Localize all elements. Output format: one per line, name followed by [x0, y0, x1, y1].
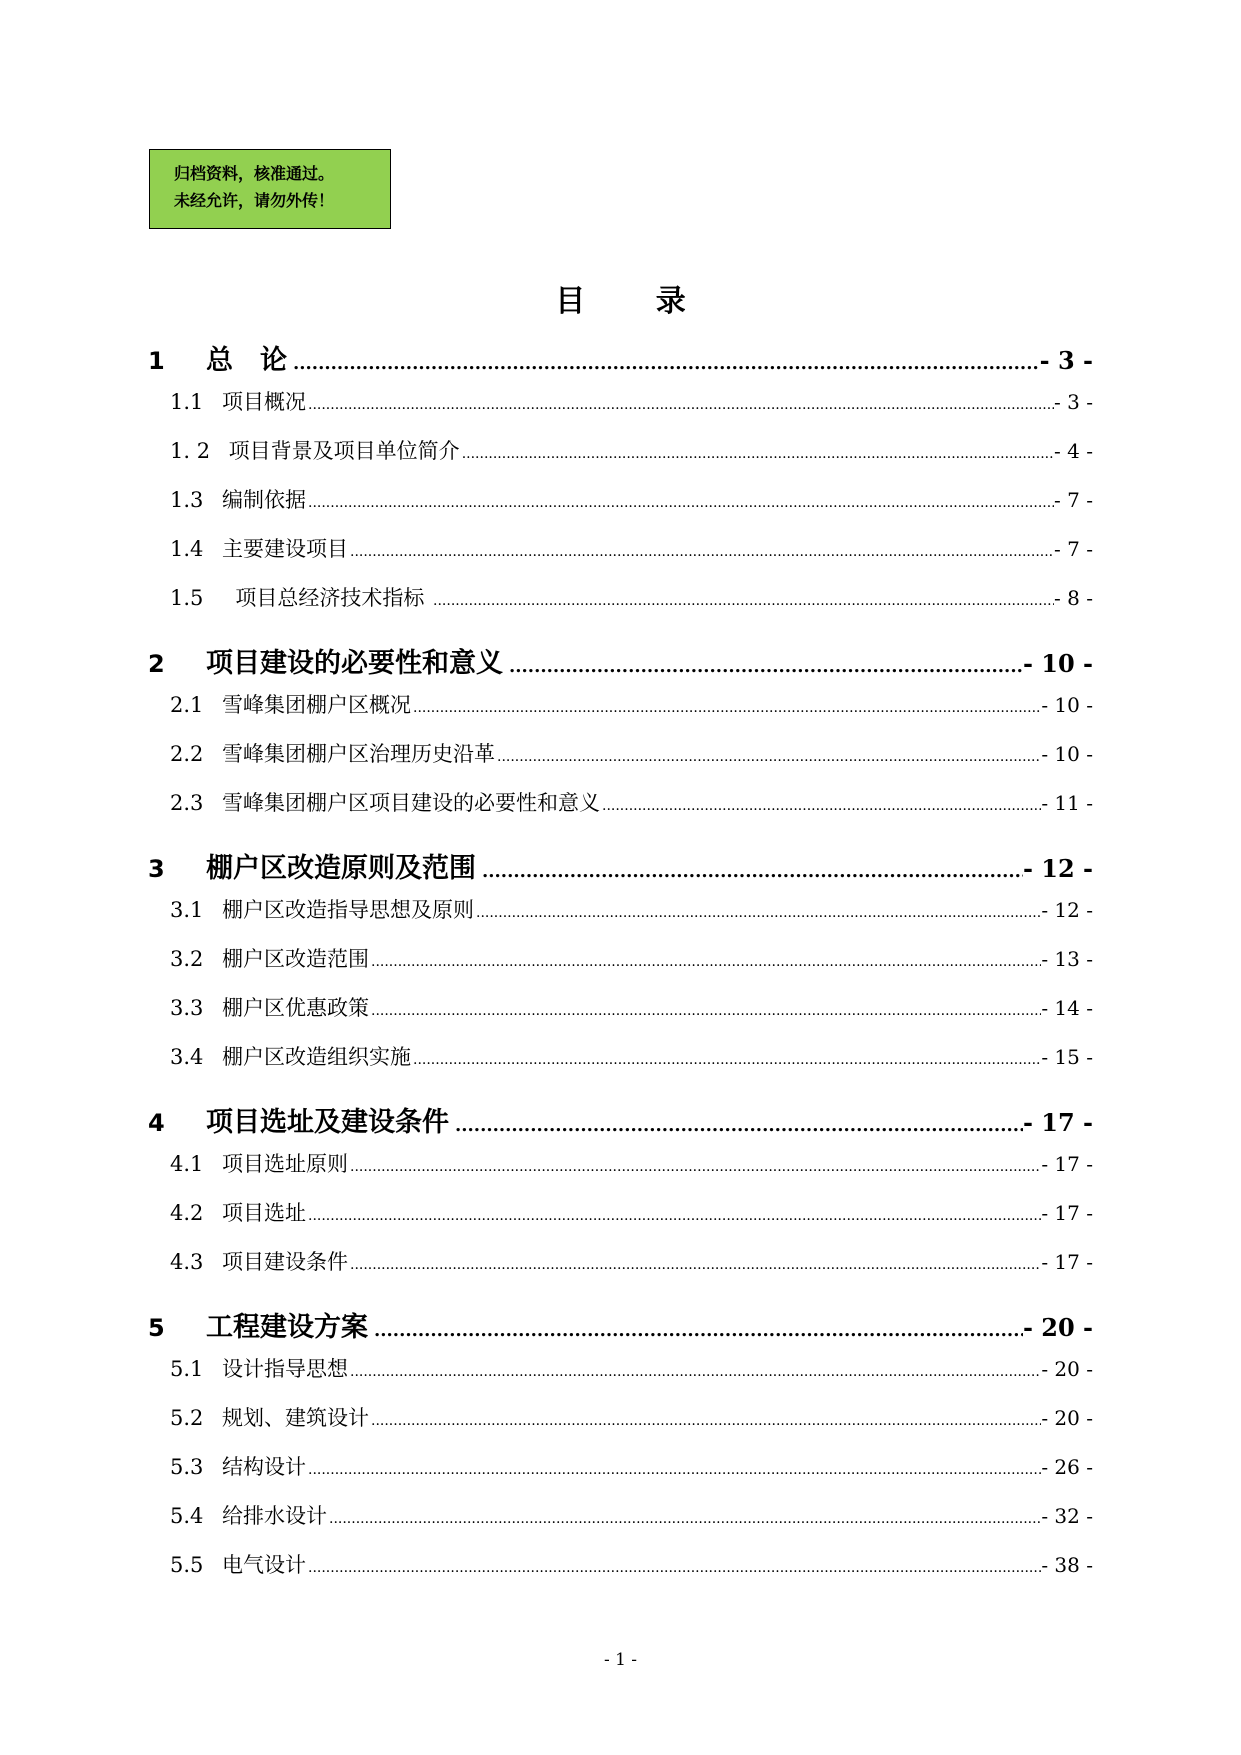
toc-dot-leader — [350, 1257, 1041, 1273]
toc-dot-leader — [476, 905, 1041, 921]
page-number: - 1 - — [603, 1650, 638, 1670]
toc-entry-label: 总 论 — [206, 345, 287, 376]
toc-entry-label: 电气设计 — [222, 1553, 306, 1577]
toc-dot-leader — [308, 495, 1054, 511]
toc-entry-label: 规划、建筑设计 — [222, 1406, 369, 1430]
toc-entry-page: - 7 - — [1054, 537, 1093, 561]
toc-section-entry[interactable] — [148, 738, 1093, 787]
toc-entry-number: 3.3 — [170, 996, 204, 1020]
toc-dot-leader — [413, 700, 1041, 716]
toc-dot-leader — [350, 544, 1054, 560]
toc-entry-number: 3.4 — [170, 1045, 204, 1069]
toc-entry-number: 1.4 — [170, 537, 204, 561]
toc-section-entry[interactable] — [148, 1246, 1093, 1295]
toc-chapter-entry[interactable] — [148, 641, 1093, 689]
toc-dot-leader — [413, 1052, 1041, 1068]
toc-entry-number: 2 — [148, 650, 165, 678]
toc-entry-number: 1.5 — [170, 586, 204, 610]
toc-entry-label: 项目选址及建设条件 — [206, 1107, 449, 1138]
toc-section-entry[interactable] — [148, 1148, 1093, 1197]
toc-entry-page: - 17 - — [1041, 1152, 1093, 1176]
toc-section-entry[interactable] — [148, 1353, 1093, 1402]
toc-dot-leader — [371, 1003, 1041, 1019]
toc-section-entry[interactable] — [148, 1197, 1093, 1246]
toc-dot-leader — [433, 593, 1054, 609]
toc-entry-page: - 12 - — [1041, 898, 1093, 922]
toc-section-entry[interactable] — [148, 435, 1093, 484]
toc-section-entry[interactable] — [148, 787, 1093, 836]
toc-section-entry[interactable] — [148, 1500, 1093, 1549]
toc-dot-leader — [350, 1364, 1041, 1380]
toc-section-entry[interactable] — [148, 894, 1093, 943]
toc-entry-number: 5.1 — [170, 1357, 204, 1381]
toc-entry-page: - 10 - — [1041, 742, 1093, 766]
toc-section-entry[interactable] — [148, 484, 1093, 533]
toc-entry-number: 4 — [148, 1109, 165, 1137]
toc-entry-label: 工程建设方案 — [206, 1312, 368, 1343]
toc-dot-leader — [293, 353, 1040, 374]
toc-entry-number: 1.3 — [170, 488, 204, 512]
toc-entry-page: - 3 - — [1039, 346, 1093, 375]
toc-entry-number: 1.1 — [170, 390, 204, 414]
toc-title: 目 录 — [555, 284, 716, 319]
toc-entry-page: - 13 - — [1041, 947, 1093, 971]
toc-entry-label: 项目总经济技术指标 — [222, 586, 432, 610]
toc-entry-page: - 26 - — [1041, 1455, 1093, 1479]
toc-section-entry[interactable] — [148, 582, 1093, 631]
toc-dot-leader — [482, 861, 1023, 882]
toc-entry-label: 雪峰集团棚户区治理历史沿革 — [222, 742, 495, 766]
toc-entry-number: 4.3 — [170, 1250, 204, 1274]
toc-entry-label: 棚户区改造指导思想及原则 — [222, 898, 474, 922]
stamp-line-2: 未经允许，请勿外传！ — [174, 191, 335, 210]
table-of-contents — [148, 338, 1093, 1598]
toc-entry-page: - 38 - — [1041, 1553, 1093, 1577]
toc-entry-label: 项目建设的必要性和意义 — [206, 648, 503, 679]
toc-entry-number: 2.3 — [170, 791, 204, 815]
toc-section-entry[interactable] — [148, 1402, 1093, 1451]
toc-dot-leader — [350, 1159, 1041, 1175]
toc-dot-leader — [308, 397, 1054, 413]
toc-entry-page: - 17 - — [1041, 1201, 1093, 1225]
toc-chapter-entry[interactable] — [148, 338, 1093, 386]
toc-entry-page: - 14 - — [1041, 996, 1093, 1020]
toc-entry-page: - 11 - — [1041, 791, 1093, 815]
toc-entry-label: 给排水设计 — [222, 1504, 327, 1528]
toc-entry-label: 项目选址原则 — [222, 1152, 348, 1176]
toc-entry-label: 项目选址 — [222, 1201, 306, 1225]
toc-dot-leader — [509, 656, 1023, 677]
toc-entry-page: - 10 - — [1022, 649, 1093, 678]
toc-entry-page: - 20 - — [1041, 1357, 1093, 1381]
toc-entry-label: 棚户区优惠政策 — [222, 996, 369, 1020]
toc-entry-number: 3 — [148, 855, 165, 883]
toc-entry-page: - 17 - — [1041, 1250, 1093, 1274]
toc-chapter-entry[interactable] — [148, 1305, 1093, 1353]
toc-dot-leader — [455, 1115, 1023, 1136]
toc-chapter-entry[interactable] — [148, 1100, 1093, 1148]
toc-dot-leader — [374, 1320, 1023, 1341]
toc-entry-label: 设计指导思想 — [222, 1357, 348, 1381]
toc-section-entry[interactable] — [148, 943, 1093, 992]
toc-entry-label: 雪峰集团棚户区概况 — [222, 693, 411, 717]
toc-dot-leader — [308, 1208, 1041, 1224]
toc-dot-leader — [497, 749, 1041, 765]
toc-dot-leader — [329, 1511, 1041, 1527]
toc-section-entry[interactable] — [148, 689, 1093, 738]
toc-entry-page: - 20 - — [1041, 1406, 1093, 1430]
toc-entry-label: 项目建设条件 — [222, 1250, 348, 1274]
toc-entry-page: - 8 - — [1054, 586, 1093, 610]
toc-dot-leader — [308, 1462, 1041, 1478]
toc-entry-page: - 17 - — [1022, 1108, 1093, 1137]
toc-entry-number: 2.1 — [170, 693, 204, 717]
toc-entry-page: - 15 - — [1041, 1045, 1093, 1069]
toc-entry-label: 棚户区改造组织实施 — [222, 1045, 411, 1069]
toc-entry-page: - 4 - — [1054, 439, 1093, 463]
toc-entry-page: - 7 - — [1054, 488, 1093, 512]
toc-section-entry[interactable] — [148, 1549, 1093, 1598]
toc-dot-leader — [308, 1560, 1041, 1576]
archive-stamp — [149, 149, 391, 229]
toc-section-entry[interactable] — [148, 533, 1093, 582]
toc-entry-number: 5.2 — [170, 1406, 204, 1430]
toc-entry-number: 5.5 — [170, 1553, 204, 1577]
toc-dot-leader — [602, 798, 1041, 814]
toc-entry-label: 项目概况 — [222, 390, 306, 414]
toc-entry-label: 棚户区改造原则及范围 — [206, 853, 476, 884]
toc-entry-label: 棚户区改造范围 — [222, 947, 369, 971]
toc-entry-number: 5.3 — [170, 1455, 204, 1479]
toc-entry-page: - 12 - — [1022, 854, 1093, 883]
toc-entry-label: 项目背景及项目单位简介 — [222, 439, 460, 463]
toc-entry-page: - 3 - — [1054, 390, 1093, 414]
toc-section-entry[interactable] — [148, 1041, 1093, 1090]
toc-entry-label: 主要建设项目 — [222, 537, 348, 561]
toc-entry-number: 4.1 — [170, 1152, 204, 1176]
toc-dot-leader — [371, 954, 1041, 970]
toc-entry-number: 3.2 — [170, 947, 204, 971]
toc-entry-number: 4.2 — [170, 1201, 204, 1225]
toc-section-entry[interactable] — [148, 386, 1093, 435]
toc-entry-number: 3.1 — [170, 898, 204, 922]
toc-entry-number: 5 — [148, 1314, 165, 1342]
toc-entry-number: 1 — [148, 347, 165, 375]
toc-chapter-entry[interactable] — [148, 846, 1093, 894]
toc-section-entry[interactable] — [148, 992, 1093, 1041]
toc-entry-page: - 20 - — [1022, 1313, 1093, 1342]
toc-entry-number: 1. 2 — [170, 439, 211, 463]
toc-entry-number: 5.4 — [170, 1504, 204, 1528]
toc-entry-number: 2.2 — [170, 742, 204, 766]
toc-dot-leader — [462, 446, 1054, 462]
toc-entry-label: 编制依据 — [222, 488, 306, 512]
toc-dot-leader — [371, 1413, 1041, 1429]
stamp-line-1: 归档资料，核准通过。 — [174, 164, 335, 183]
toc-entry-page: - 10 - — [1041, 693, 1093, 717]
toc-section-entry[interactable] — [148, 1451, 1093, 1500]
toc-entry-page: - 32 - — [1041, 1504, 1093, 1528]
toc-entry-label: 雪峰集团棚户区项目建设的必要性和意义 — [222, 791, 600, 815]
toc-entry-label: 结构设计 — [222, 1455, 306, 1479]
